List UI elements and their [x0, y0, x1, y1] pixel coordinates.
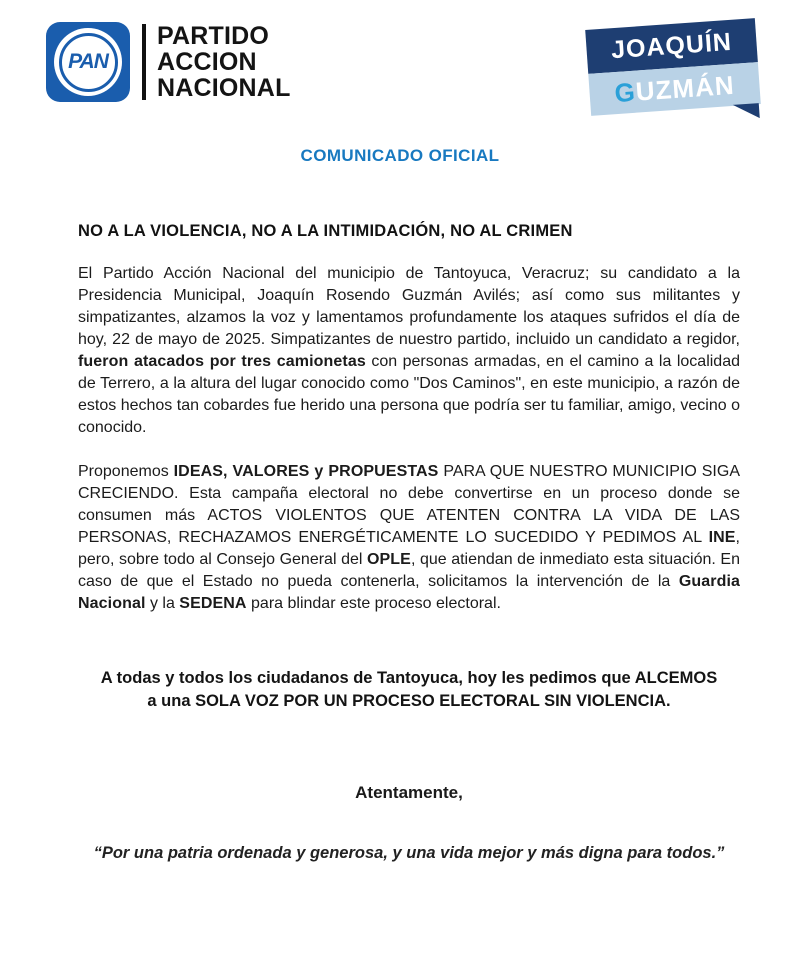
text-segment: PARA QUE NUESTRO MUNICIPIO SIGA CRECIENDO. Esta campaña electoral no debe convertirse en un proceso donde se consumen más ACTOS VIOLENTOS QUE ATENTEN CONTRA LA VIDA DE LAS PERSONAS, RECHAZAMOS ENERGÉTICAMENTE LO SUCEDIDO Y PEDIMOS AL [78, 463, 740, 546]
joaquin-guzman-logo [585, 18, 761, 116]
document-title: COMUNICADO OFICIAL [300, 146, 500, 165]
document-body [0, 222, 800, 865]
candidate-last-name-initial: G [613, 76, 637, 109]
motto-quote: “Por una patria ordenada y generosa, y una vida mejor y más digna para todos.” [93, 844, 725, 862]
text-segment: El Partido Acción Nacional del municipio de Tantoyuca, Veracruz; su candidato a la Presidencia Municipal, Joaquín Rosendo Guzmán Avilés; así como sus militantes y simpatizantes, alzamos la voz y lamentamos profundamente los ataques sufridos el día de hoy, 22 de mayo de 2025. Simpatizantes de nuestro partido, incluido un candidato a regidor, [78, 265, 740, 348]
party-name-line: ACCION [157, 48, 257, 77]
pan-emblem-icon [46, 22, 130, 102]
candidate-first-name: JOAQUÍN [585, 18, 758, 74]
paragraph-2 [78, 461, 740, 615]
party-name-line: NACIONAL [157, 73, 291, 102]
text-segment-bold: SEDENA [179, 595, 247, 612]
pan-emblem-ring [54, 28, 122, 96]
text-segment: y la [145, 595, 180, 612]
text-segment: , que atiendan de inmediato esta situación. En caso de que el Estado no pueda contenerla, solicitamos la intervención de la [78, 551, 740, 590]
ribbon-fold-icon [733, 103, 760, 120]
call-to-action: A todas y todos los ciudadanos de Tantoyuca, hoy les pedimos que ALCEMOS a una SOLA VOZ POR UN PROCESO ELECTORAL SIN VIOLENCIA. [100, 669, 718, 710]
text-segment: Proponemos [78, 463, 174, 480]
letterhead [0, 0, 800, 110]
party-name-line: PARTIDO [157, 22, 270, 51]
pan-logo [46, 22, 291, 102]
text-segment: para blindar este proceso electoral. [246, 595, 501, 612]
candidate-last-name-rest: UZMÁN [634, 69, 736, 107]
party-name [157, 22, 291, 101]
text-segment: con personas armadas, en el camino a la localidad de Terrero, a la altura del lugar conocido como "Dos Caminos", en este municipio, a razón de estos hechos tan cobardes fue herido una persona que podría ser tu familiar, amigo, vecino o conocido. [78, 353, 741, 436]
text-segment-bold: fueron atacados por tres camionetas [78, 353, 366, 370]
text-segment: , pero, sobre todo al Consejo General del [78, 529, 740, 568]
closing-salutation: Atentamente, [355, 783, 463, 802]
paragraph-1 [78, 263, 740, 439]
text-segment-bold: OPLE [366, 551, 411, 568]
pan-emblem-inner-ring [59, 33, 118, 92]
text-segment-bold: IDEAS, VALORES y PROPUESTAS [173, 463, 439, 480]
pan-logo-text: PAN [68, 50, 108, 73]
headline: NO A LA VIOLENCIA, NO A LA INTIMIDACIÓN, NO AL CRIMEN [78, 222, 573, 240]
logo-divider [142, 24, 146, 100]
text-segment-bold: INE [708, 529, 736, 546]
text-segment-bold: Guardia Nacional [78, 573, 740, 612]
